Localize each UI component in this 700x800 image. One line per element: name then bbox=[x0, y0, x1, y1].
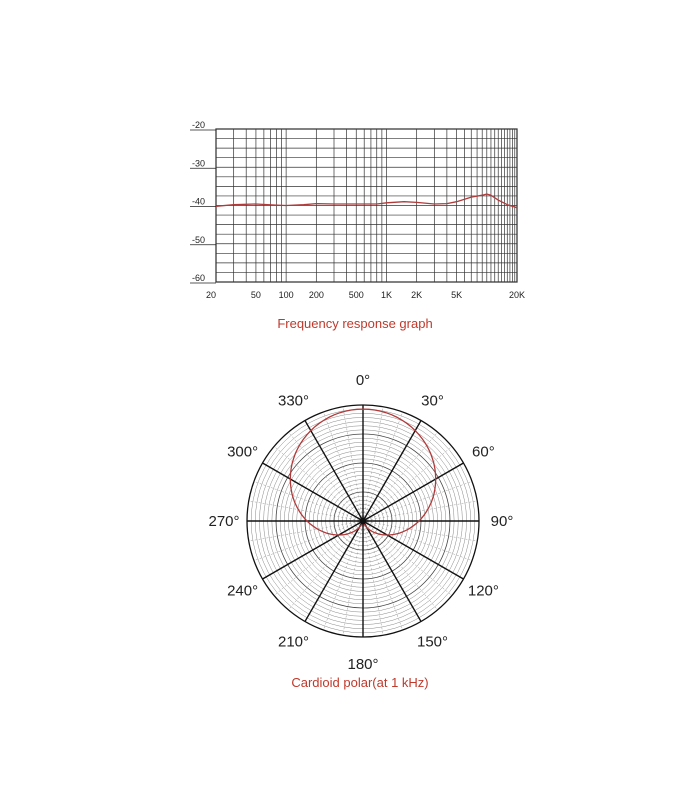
frequency-response-title: Frequency response graph bbox=[277, 316, 433, 331]
frequency-response-grid bbox=[216, 129, 517, 282]
polar-angle-label: 60° bbox=[472, 443, 495, 461]
polar-angle-label: 90° bbox=[490, 513, 514, 530]
polar-angle-label: 270° bbox=[208, 513, 240, 530]
frequency-response-x-ticks bbox=[206, 290, 525, 300]
frequency-response-y-tick-label: -30 bbox=[192, 158, 206, 169]
polar-angle-label: 240° bbox=[227, 582, 259, 600]
frequency-response-y-ticks bbox=[190, 120, 216, 283]
frequency-response-y-tick-label: -20 bbox=[192, 120, 206, 130]
polar-angle-label: 120° bbox=[467, 582, 499, 600]
polar-angle-label: 300° bbox=[227, 443, 259, 461]
frequency-response-x-tick-label: 100 bbox=[278, 290, 294, 300]
frequency-response-y-tick-label: -40 bbox=[192, 196, 206, 207]
frequency-response-x-tick-label: 20K bbox=[508, 290, 526, 300]
polar-angle-label: 180° bbox=[347, 656, 379, 673]
polar-angle-label: 150° bbox=[416, 633, 449, 651]
polar-pattern-title: Cardioid polar(at 1 kHz) bbox=[291, 675, 429, 690]
frequency-response-x-tick-label: 200 bbox=[308, 290, 324, 300]
frequency-response-x-tick-label: 50 bbox=[250, 290, 261, 300]
frequency-response-y-tick-label: -50 bbox=[192, 234, 206, 245]
polar-pattern-chart bbox=[208, 372, 513, 690]
frequency-response-chart bbox=[190, 120, 525, 331]
frequency-response-x-tick-label: 1K bbox=[380, 290, 392, 300]
frequency-response-x-tick-label: 20 bbox=[205, 290, 217, 300]
frequency-response-x-tick-label: 5K bbox=[451, 290, 463, 300]
polar-angle-label: 0° bbox=[355, 372, 371, 389]
frequency-response-x-tick-label: 2K bbox=[411, 290, 423, 300]
frequency-response-x-tick-label: 500 bbox=[348, 290, 364, 300]
polar-angle-label: 210° bbox=[277, 633, 310, 651]
polar-center-dot bbox=[360, 518, 367, 525]
frequency-response-y-tick-label: -60 bbox=[192, 273, 206, 283]
polar-angle-label: 30° bbox=[421, 392, 444, 410]
polar-angle-label: 330° bbox=[277, 392, 310, 410]
